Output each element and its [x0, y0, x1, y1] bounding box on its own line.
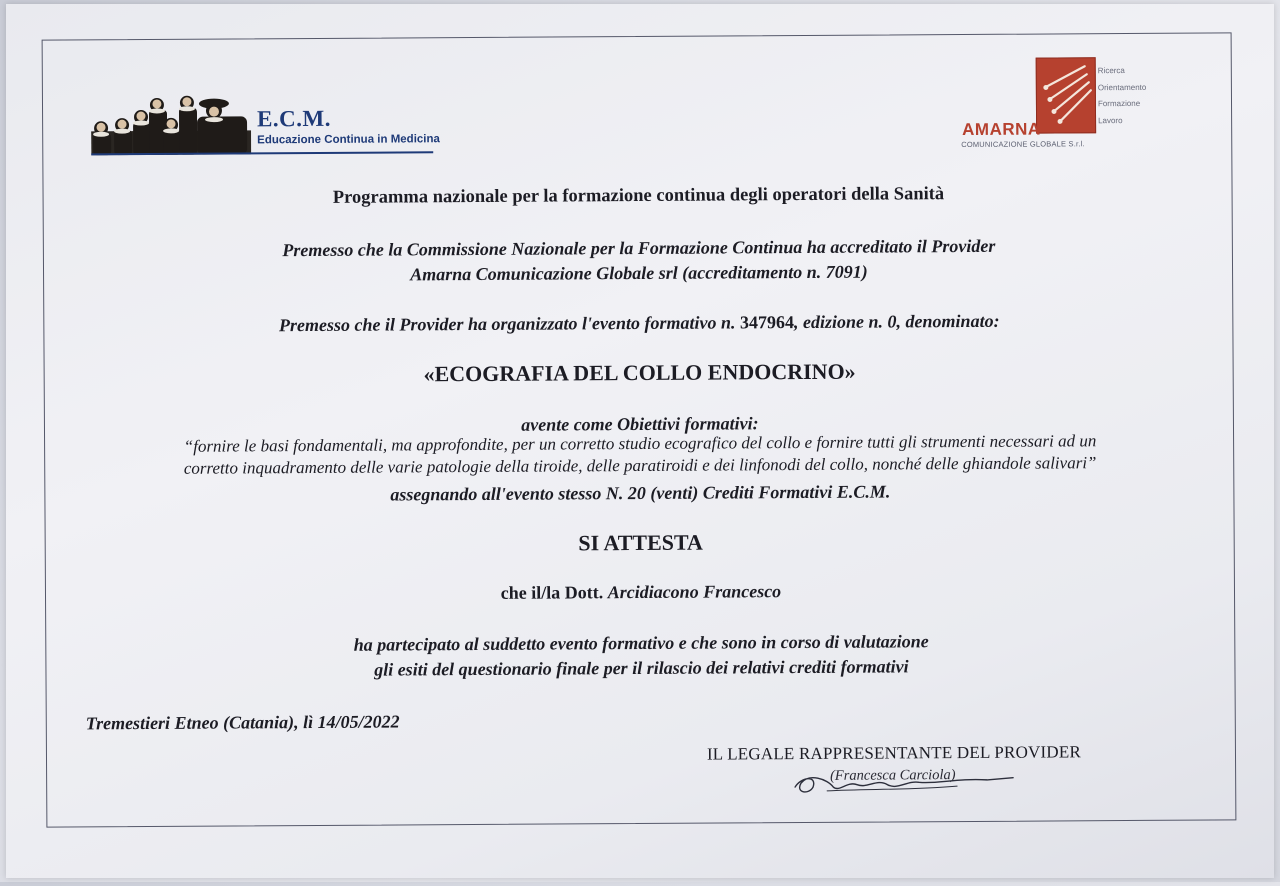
event-title: «ECOGRAFIA DEL COLLO ENDOCRINO»	[423, 358, 856, 387]
ecm-logo	[91, 93, 440, 157]
participation-line-1: ha partecipato al suddetto evento formativo e che sono in corso di valutazione	[353, 631, 929, 655]
amarna-emblem-icon	[1036, 57, 1096, 133]
signatory-name: (Francesca Carciola)	[830, 767, 956, 784]
amarna-keyword: Orientamento	[1097, 82, 1147, 92]
participation-statement	[61, 627, 1221, 684]
program-title: Programma nazionale per la formazione continua degli operatori della Sanità	[332, 184, 945, 208]
participant-prefix: che il/la Dott.	[500, 582, 608, 603]
ecm-abbreviation: E.C.M.	[256, 105, 332, 132]
amarna-keyword: Ricerca	[1097, 66, 1125, 76]
participation-line-2: gli esiti del questionario finale per il rilascio dei relativi crediti formativi	[374, 656, 909, 680]
participant-line	[61, 578, 1221, 606]
objectives-label: avente come Obiettivi formativi:	[521, 413, 759, 435]
credits-statement: assegnando all'evento stesso N. 20 (venti) Crediti Formativi E.C.M.	[390, 481, 891, 505]
event-statement	[59, 309, 1219, 337]
objectives-text	[60, 429, 1220, 480]
amarna-logo	[960, 57, 1171, 154]
event-number: 347964	[739, 312, 795, 333]
legal-representative-label: IL LEGALE RAPPRESENTANTE DEL PROVIDER	[706, 742, 1082, 764]
anatomy-lesson-painting-icon	[91, 94, 251, 155]
amarna-tagline: COMUNICAZIONE GLOBALE S.r.l.	[961, 139, 1085, 150]
objectives-line-2: corretto inquadramento delle varie patologie della tiroide, delle paratiroidi e dei linfonodi del collo, nonché delle ghiandole salivari”	[183, 453, 1097, 478]
attestation-heading: SI ATTESTA	[578, 529, 703, 556]
accreditation-line-2: Amarna Comunicazione Globale srl (accreditamento n. 7091)	[410, 261, 868, 285]
place-and-date: Tremestieri Etneo (Catania), lì 14/05/2022	[85, 711, 400, 734]
amarna-keyword: Lavoro	[1098, 115, 1123, 125]
participant-name: Arcidiacono Francesco	[607, 581, 782, 603]
amarna-keywords	[1098, 63, 1147, 129]
amarna-keyword: Formazione	[1097, 98, 1141, 109]
ecm-subtitle: Educazione Continua in Medicina	[257, 133, 440, 147]
handwritten-signature	[787, 760, 1017, 801]
accreditation-line-1: Premesso che la Commissione Nazionale per la Formazione Continua ha accreditato il Provider	[282, 235, 996, 261]
amarna-name: AMARNA	[962, 119, 1041, 140]
event-statement-suffix: , edizione n. 0, denominato:	[793, 310, 1000, 333]
event-statement-prefix: Premesso che il Provider ha organizzato l'evento formativo n.	[278, 312, 741, 336]
objectives-line-1: “fornire le basi fondamentali, ma approfondite, per un corretto studio ecografico del collo e fornire tutti gli strumenti necessari ad un	[183, 431, 1097, 456]
accreditation-statement	[59, 232, 1219, 289]
